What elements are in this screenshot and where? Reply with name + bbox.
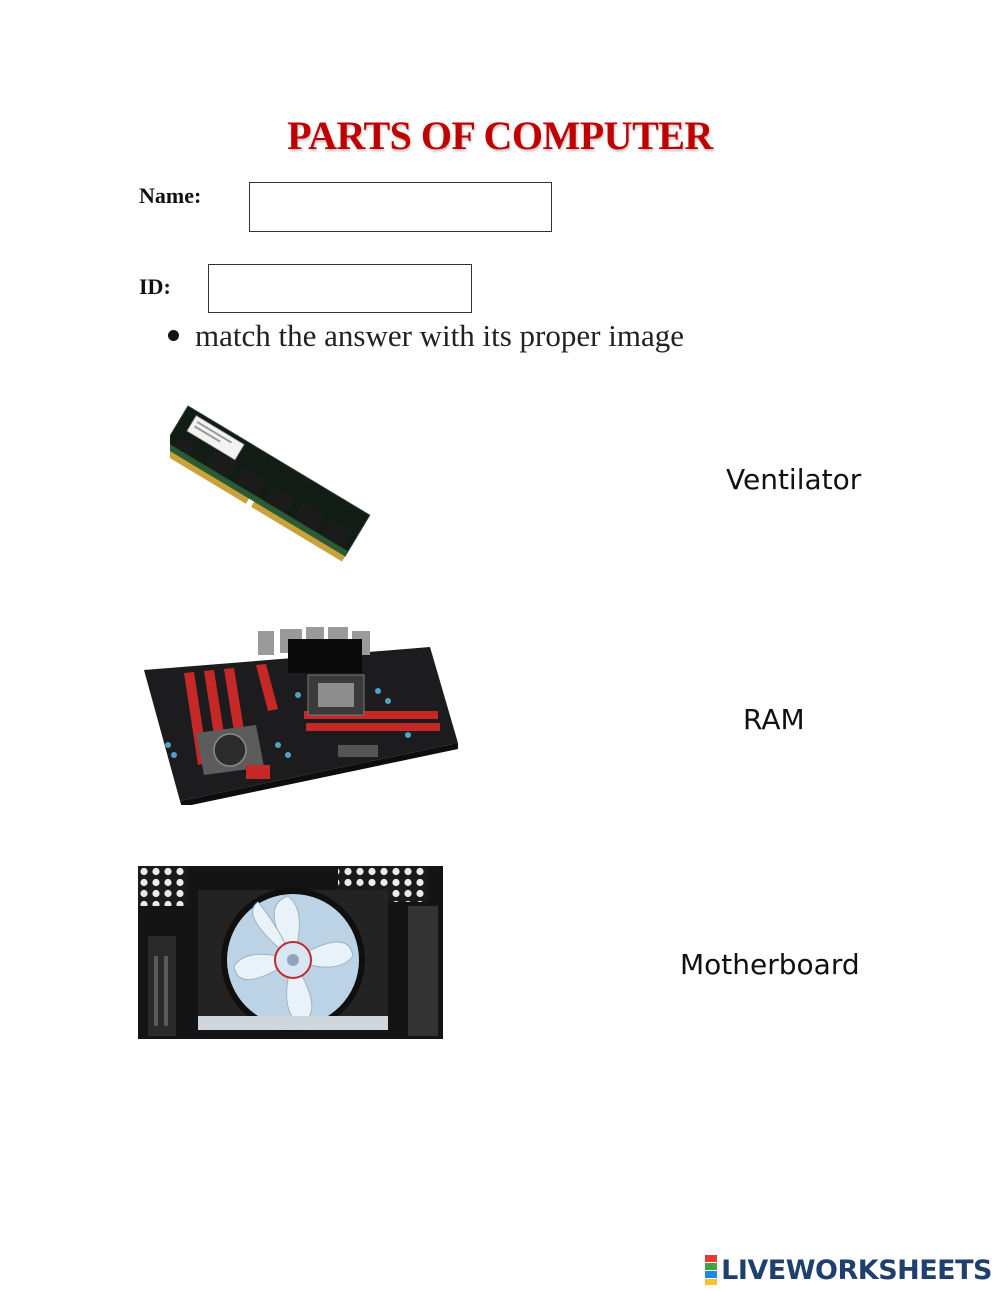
page-title: PARTS OF COMPUTER [287, 113, 713, 158]
answer-motherboard[interactable]: Motherboard [680, 948, 860, 981]
name-input[interactable] [249, 182, 552, 232]
bullet-icon [168, 330, 179, 341]
answer-ventilator[interactable]: Ventilator [726, 463, 862, 496]
name-label: Name: [139, 183, 202, 208]
ram-module-image [170, 400, 390, 585]
instruction [168, 318, 684, 354]
instruction-text: match the answer with its proper image [195, 318, 684, 353]
motherboard-image [138, 625, 460, 805]
id-input[interactable] [208, 264, 472, 313]
logo-mark-icon [705, 1255, 717, 1285]
liveworksheets-logo [705, 1252, 992, 1288]
brand-name: LIVEWORKSHEETS [721, 1254, 992, 1286]
case-fan-image [138, 866, 443, 1039]
answer-ram[interactable]: RAM [743, 703, 805, 736]
id-label: ID: [139, 274, 171, 299]
